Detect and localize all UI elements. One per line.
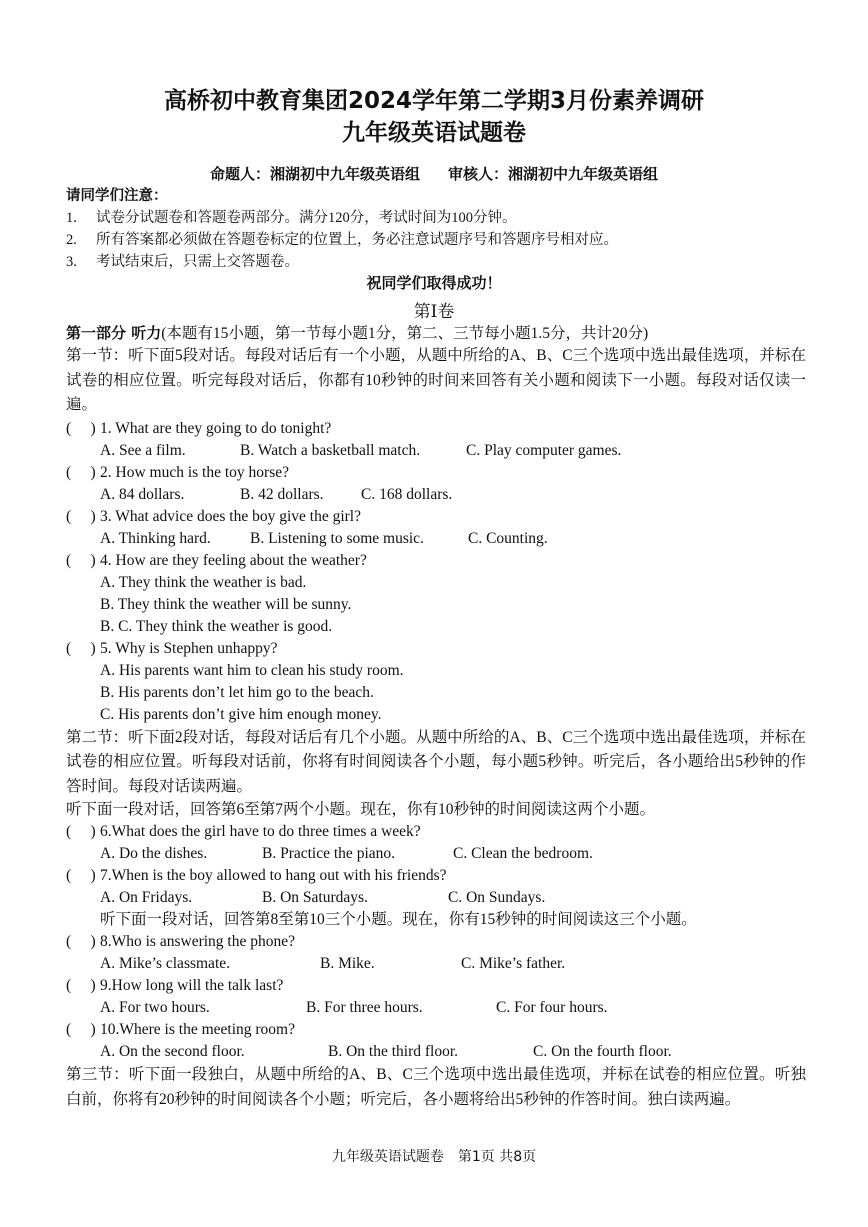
options-row xyxy=(66,440,806,462)
answer-option[interactable]: C. For four hours. xyxy=(496,999,608,1016)
options-row xyxy=(66,1041,806,1063)
question-stem xyxy=(66,462,806,484)
options-row xyxy=(66,997,806,1019)
question-text: 1. What are they going to do tonight? xyxy=(100,419,332,437)
section3-instructions: 第三节：听下面一段独白，从题中所给的A、B、C三个选项中选出最佳选项，并标在试卷的相应位置。听独白前，你将有20秒钟的时间阅读各个小题；听完后，各小题将给出5秒钟的作答时间。独白读两遍。 xyxy=(66,1066,806,1108)
answer-option[interactable]: A. They think the weather is bad. xyxy=(100,573,307,591)
answer-option[interactable]: B. Listening to some music. xyxy=(250,529,424,547)
answer-blank[interactable]: ( ) xyxy=(66,823,96,840)
question-stem xyxy=(66,638,806,660)
question-group-3 xyxy=(66,931,806,1063)
answer-option[interactable]: B. On the third floor. xyxy=(328,1043,459,1060)
answer-blank[interactable]: ( ) xyxy=(66,551,96,569)
page-footer: 九年级英语试题卷 第1页 共8页 xyxy=(331,1149,537,1165)
dialog1-instructions: 听下面一段对话，回答第6至第7两个小题。现在，你有10秒钟的时间阅读这两个小题。 xyxy=(66,801,656,818)
notice-block xyxy=(66,185,618,273)
notice-item: 2. 所有答案都必须做在答题卷标定的位置上，务必注意试题序号和答题序号相对应。 xyxy=(66,232,618,248)
question-stem xyxy=(66,931,806,953)
authors-line xyxy=(0,163,868,184)
answer-option[interactable]: B. 42 dollars. xyxy=(240,485,324,503)
notice-heading: 请同学们注意： xyxy=(66,188,168,204)
answer-blank[interactable]: ( ) xyxy=(66,507,96,525)
answer-blank[interactable]: ( ) xyxy=(66,933,96,950)
answer-option[interactable]: B. His parents don’t let him go to the beach. xyxy=(100,683,374,701)
question-stem xyxy=(66,821,806,843)
answer-option[interactable]: C. His parents don’t give him enough money. xyxy=(100,705,382,723)
question-text: 9.How long will the talk last? xyxy=(100,977,284,994)
answer-option[interactable]: B. They think the weather will be sunny. xyxy=(100,595,352,613)
answer-option[interactable]: C. Clean the bedroom. xyxy=(453,845,593,862)
question-stem xyxy=(66,506,806,528)
answer-blank[interactable]: ( ) xyxy=(66,977,96,994)
answer-option[interactable]: A. See a film. xyxy=(100,441,186,459)
options-row xyxy=(66,843,806,865)
answer-option[interactable]: C. On Sundays. xyxy=(448,889,546,906)
question-text: 5. Why is Stephen unhappy? xyxy=(100,639,278,657)
answer-option[interactable]: B. For three hours. xyxy=(306,999,423,1016)
section1-instructions: 第一节：听下面5段对话。每段对话后有一个小题，从题中所给的A、B、C三个选项中选出最佳选项，并标在试卷的相应位置。听完每段对话后，你都有10秒钟的时间来回答有关小题和阅读下一小题。每段对话仅读一遍。 xyxy=(66,347,806,413)
volume-label: 第Ⅰ卷 xyxy=(413,302,455,321)
answer-option[interactable]: A. Thinking hard. xyxy=(100,529,211,547)
question-stem xyxy=(66,1019,806,1041)
answer-blank[interactable]: ( ) xyxy=(66,419,96,437)
answer-blank[interactable]: ( ) xyxy=(66,1021,96,1038)
answer-option[interactable]: C. Mike’s father. xyxy=(461,955,566,972)
answer-option[interactable]: A. Mike’s classmate. xyxy=(100,955,231,972)
wish-text: 祝同学们取得成功！ xyxy=(366,276,502,292)
question-stem xyxy=(66,418,806,440)
answer-option[interactable]: B. C. They think the weather is good. xyxy=(100,617,333,635)
reviewer: 审核人：湘湖初中九年级英语组 xyxy=(448,165,659,183)
question-text: 8.Who is answering the phone? xyxy=(100,933,295,950)
options-row xyxy=(66,887,806,909)
part1-heading: 第一部分 听力(本题有15小题，第一节每小题1分，第二、三节每小题1.5分，共计20分) xyxy=(66,324,649,342)
answer-blank[interactable]: ( ) xyxy=(66,463,96,481)
question-stem xyxy=(66,865,806,887)
answer-option[interactable]: A. On the second floor. xyxy=(100,1043,245,1060)
options-row xyxy=(66,528,806,550)
question-text: 4. How are they feeling about the weather? xyxy=(100,551,367,569)
answer-option[interactable]: A. On Fridays. xyxy=(100,889,193,906)
notice-item: 1. 试卷分试题卷和答题卷两部分。满分120分，考试时间为100分钟。 xyxy=(66,210,517,226)
answer-option[interactable]: B. Mike. xyxy=(320,955,375,972)
exam-content xyxy=(66,322,806,1112)
options-row xyxy=(66,484,806,506)
answer-option[interactable]: A. His parents want him to clean his study room. xyxy=(100,661,404,679)
answer-option[interactable]: B. On Saturdays. xyxy=(262,889,368,906)
answer-option[interactable]: C. Play computer games. xyxy=(466,441,622,459)
answer-option[interactable]: A. 84 dollars. xyxy=(100,485,185,503)
exam-subtitle: 九年级英语试题卷 xyxy=(342,120,526,146)
question-group-2 xyxy=(66,821,806,909)
answer-option[interactable]: A. For two hours. xyxy=(100,999,210,1016)
question-text: 10.Where is the meeting room? xyxy=(100,1021,295,1038)
answer-option[interactable]: A. Do the dishes. xyxy=(100,845,208,862)
question-stem xyxy=(66,975,806,997)
answer-blank[interactable]: ( ) xyxy=(66,867,96,884)
question-group-1 xyxy=(66,418,806,726)
section2-instructions: 第二节：听下面2段对话，每段对话后有几个小题。从题中所给的A、B、C三个选项中选出最佳选项，并标在试卷的相应位置。听每段对话前，你将有时间阅读各个小题，每小题5秒钟。听完后，各小题给出5秒钟的作答时间。每段对话读两遍。 xyxy=(66,728,806,795)
answer-option[interactable]: B. Watch a basketball match. xyxy=(240,441,421,459)
exam-title: 高桥初中教育集团2024学年第二学期3月份素养调研 xyxy=(163,88,705,114)
answer-blank[interactable]: ( ) xyxy=(66,639,96,657)
options-row xyxy=(66,953,806,975)
answer-option[interactable]: C. Counting. xyxy=(468,529,548,547)
answer-option[interactable]: C. On the fourth floor. xyxy=(533,1043,672,1060)
question-text: 2. How much is the toy horse? xyxy=(100,463,289,481)
notice-item: 3. 考试结束后，只需上交答题卷。 xyxy=(66,254,299,270)
question-text: 3. What advice does the boy give the girl? xyxy=(100,507,361,525)
setter: 命题人：湘湖初中九年级英语组 xyxy=(209,165,420,183)
question-stem xyxy=(66,550,806,572)
answer-option[interactable]: C. 168 dollars. xyxy=(361,485,453,503)
dialog2-instructions: 听下面一段对话，回答第8至第10三个小题。现在，你有15秒钟的时间阅读这三个小题。 xyxy=(100,911,697,928)
question-text: 7.When is the boy allowed to hang out with his friends? xyxy=(100,867,447,884)
question-text: 6.What does the girl have to do three times a week? xyxy=(100,823,421,840)
answer-option[interactable]: B. Practice the piano. xyxy=(262,845,395,862)
